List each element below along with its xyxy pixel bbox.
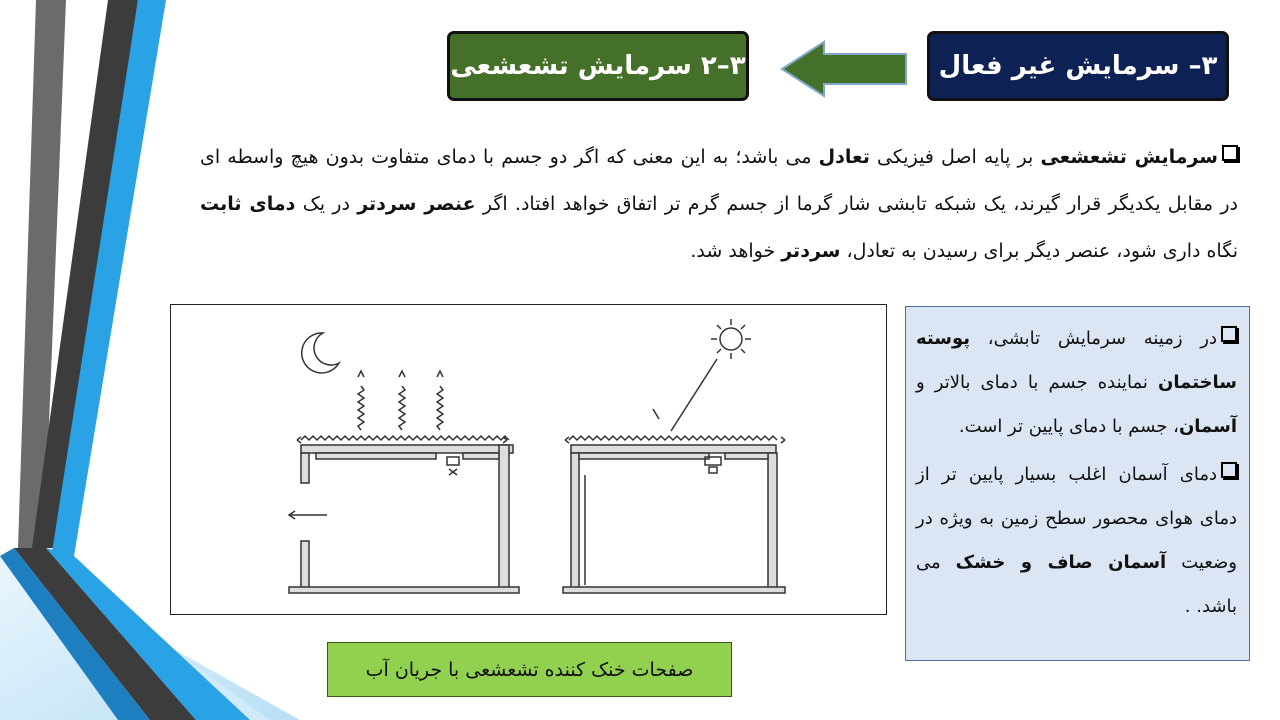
checkbox-bullet-icon <box>1222 145 1238 161</box>
explanation-box <box>905 306 1250 661</box>
intro-text: نگاه داری شود، عنصر دیگر برای رسیدن به تعادل، <box>840 240 1238 262</box>
section-title-text: ۳– سرمایش غیر فعال <box>938 51 1218 81</box>
roof-cooling-panel <box>301 436 509 440</box>
caption-text: صفحات خنک کننده تشعشعی با جریان آب <box>365 658 694 681</box>
explanation-paragraph-2 <box>916 453 1237 629</box>
checkbox-bullet-icon <box>1221 326 1237 342</box>
radiation-wave <box>399 386 405 430</box>
intro-term-equilibrium: تعادل <box>818 146 870 168</box>
term-building-envelope: پوسته ساختمان <box>916 328 1237 393</box>
subsection-title-radiant-cooling <box>447 31 749 101</box>
subsection-title-text: ۳–۲ سرمایش تشعشعی <box>450 51 746 81</box>
sun-icon <box>720 328 742 350</box>
radiant-cooling-diagram <box>170 304 887 615</box>
section-title-passive-cooling <box>927 31 1229 101</box>
radiation-wave <box>437 386 443 430</box>
intro-paragraph <box>200 134 1238 275</box>
term-clear-dry-sky: آسمان صاف و خشک <box>955 552 1167 573</box>
intro-term-radiant-cooling: سرمایش تشعشعی <box>1040 146 1218 168</box>
text-run: دمای آسمان اغلب بسیار پایین تر از دمای هوای محصور سطح زمین به ویژه در وضعیت <box>916 464 1237 573</box>
intro-text: خواهد شد. <box>690 240 782 262</box>
intro-term-cooler-element: عنصر سردتر <box>357 193 476 215</box>
text-run: نماینده جسم با دمای بالاتر و <box>916 372 1159 393</box>
radiant-panel <box>447 457 459 475</box>
intro-text: بر پایه اصل فیزیکی <box>869 146 1041 168</box>
intro-term-cooler: سردتر <box>781 240 841 262</box>
term-sky: آسمان <box>1178 416 1237 437</box>
text-run: ، جسم با دمای پایین تر است. <box>958 416 1179 437</box>
text-run: می باشد. . <box>916 552 1237 617</box>
text-run: در زمینه سرمایش تابشی، <box>970 328 1217 349</box>
figure-caption <box>327 642 732 697</box>
solar-ray <box>653 359 717 431</box>
diagram-drawing <box>171 305 886 614</box>
left-arrow-icon <box>778 40 908 98</box>
explanation-paragraph-1 <box>916 317 1237 449</box>
radiation-wave <box>358 386 364 430</box>
roof-cooling-panel <box>569 436 777 440</box>
intro-term-constant-temperature: دمای ثابت <box>200 193 296 215</box>
moon-icon <box>302 333 339 373</box>
intro-text: می باشد؛ به این معنی که اگر دو جسم با دمای متفاوت بدون هیچ واسطه ای در مقابل یکدیگر قرار گیرند، یک شبکه تابشی شار گرما از جسم گرم تر اتفاق خواهد افتاد. اگر <box>200 146 1238 215</box>
checkbox-bullet-icon <box>1221 462 1237 478</box>
air-flow-arrow <box>289 511 327 519</box>
intro-text: در یک <box>295 193 358 215</box>
